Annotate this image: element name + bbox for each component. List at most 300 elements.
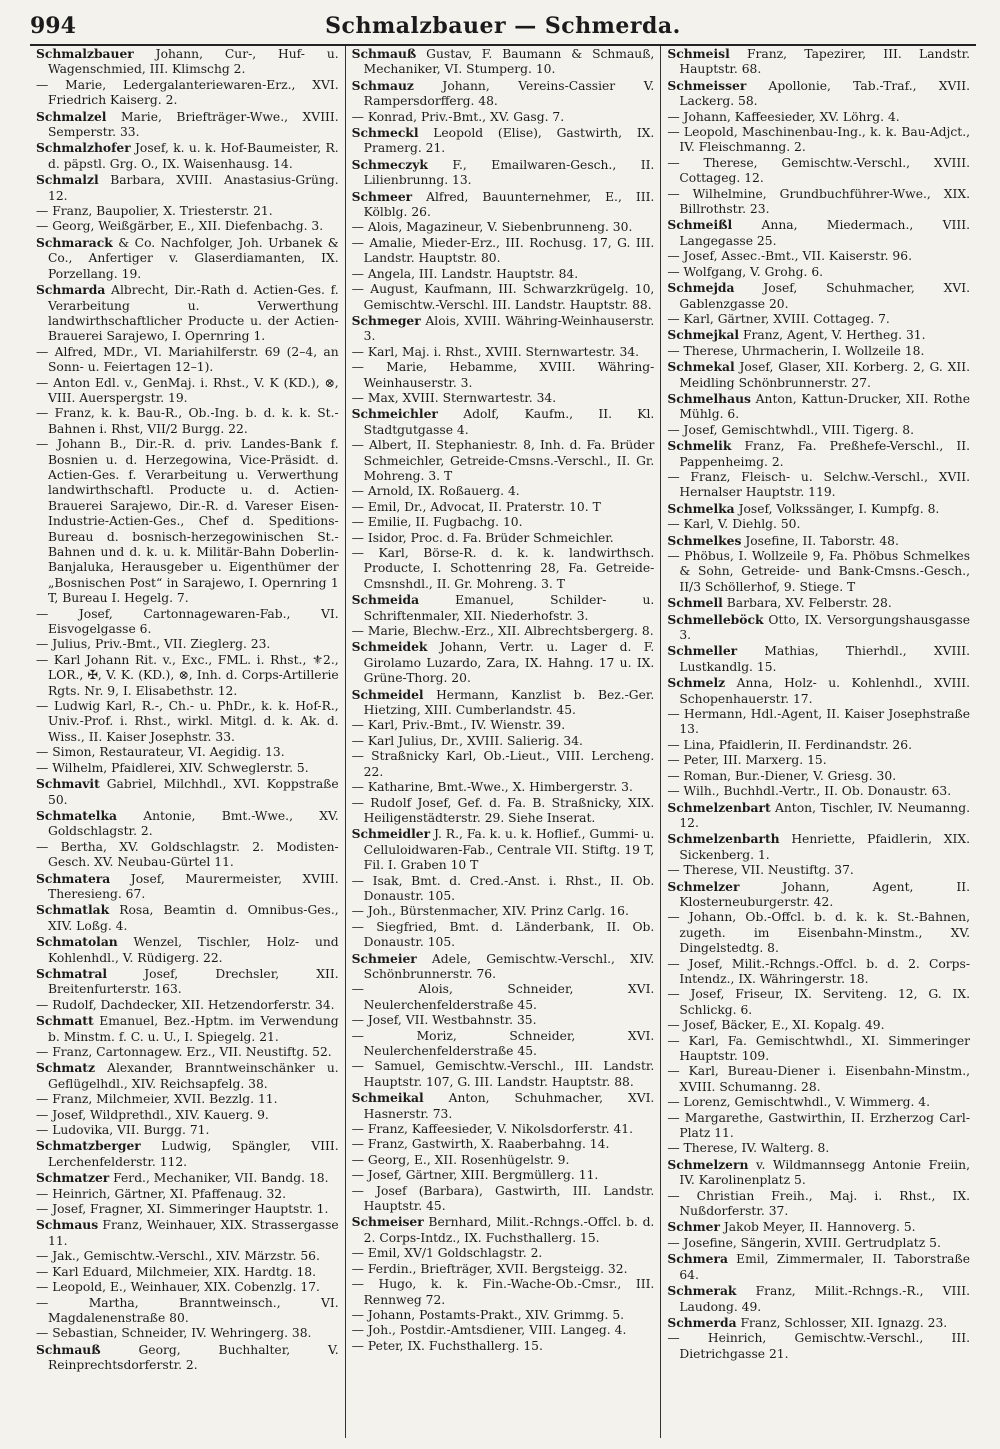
directory-entry [36,1217,339,1249]
directory-entry [36,761,339,776]
entry-surname: Schmeichler [351,406,438,422]
directory-entry [352,46,655,78]
directory-entry [667,549,970,595]
entry-details: Josef, Volkssänger, I. Kumpfg. 8. [734,501,940,516]
entry-surname: Schmelleböck [667,611,764,627]
entry-details: Anton, Kattun-Drucker, XII. Rothe Mühlg. 6. [679,391,971,422]
directory-entry [36,607,339,638]
entry-details: Emanuel, Schilder- u. Schriftenmaler, XII. Niederhofstr. 3. [363,593,655,623]
entry-surname: Schmelik [667,438,732,454]
directory-entry [667,1064,970,1095]
entry-surname: Schmalzbauer [36,46,134,61]
entry-details: Johann, Agent, II. Klosterneuburgerstr. 42. [679,879,971,909]
directory-entry [352,391,655,406]
entry-details: Apollonie, Tab.-Traf., XVII. Lackerg. 58. [679,78,971,109]
entry-surname: Schmell [667,595,723,611]
entry-surname: Schmeczyk [351,156,428,172]
entry-details: — Konrad, Priv.-Bmt., XV. Gasg. 7. [351,109,565,124]
entry-details: — Josef, Milit.-Rchngs.-Offcl. b. d. 2. Corps-Intendz., IX. Währingerstr. 18. [667,956,971,986]
entry-details: Adolf, Kaufm., II. Kl. Stadtgutgasse 4. [363,407,655,437]
entry-details: — Marie, Hebamme, XVIII. Währing-Weinhauserstr. 3. [351,360,655,390]
directory-entry [352,406,655,438]
entry-details: — Marie, Blechw.-Erz., XII. Albrechtsbergerg. 8. [351,624,654,639]
directory-entry [667,187,970,218]
entry-details: Rosa, Beamtin d. Omnibus-Ges., XIV. Loßg. 4. [48,903,339,933]
entry-surname: Schmer [667,1219,720,1235]
entry-details: — Karl, Börse-R. d. k. k. landwirthsch. Producte, I. Schottenring 28, Fa. Getreide-Cmsnshdl., II. Gr. Mohreng. 3. T [351,546,655,591]
entry-details: — Georg, E., XII. Rosenhügelstr. 9. [351,1152,570,1167]
entry-details: Josef, Drechsler, XII. Breitenfurterstr. 163. [48,966,339,997]
entry-surname: Schmelhaus [667,390,751,406]
entry-surname: Schmalzhofer [36,140,131,156]
entry-details: Henriette, Pfaidlerin, XIX. Sickenberg. 1. [679,832,971,862]
entry-details: — Alois, Magazineur, V. Siebenbrunneng. 30. [351,220,633,235]
directory-entry [36,1123,339,1138]
entry-details: — Karl, Fa. Gemischtwhdl., XI. Simmeringer Hauptstr. 109. [667,1033,971,1063]
page-title: Schmalzbauer — Schmerda. [325,13,681,39]
entry-details: — Katharine, Bmt.-Wwe., X. Himbergerstr. 3. [351,780,633,795]
entry-details: Ferd., Mechaniker, VII. Bandg. 18. [109,1171,329,1186]
entry-details: — Isidor, Proc. d. Fa. Brüder Schmeichler. [351,530,614,545]
entry-details: Barbara, XVIII. Anastasius-Grüng. 12. [48,173,339,203]
page-header [30,10,976,42]
entry-details: — Josef, Assec.-Bmt., VII. Kaiserstr. 96. [667,249,912,264]
entry-details: — Johann, Ob.-Offcl. b. d. k. k. St.-Bahnen, zugeth. im Eisenbahn-Minstm., XV. Dingelstedtg. 8. [667,910,971,956]
entry-details: — Moriz, Schneider, XVI. Neulerchenfelderstraße 45. [351,1028,655,1058]
directory-entry [667,707,970,738]
directory-entry [352,345,655,360]
entry-surname: Schmelz [667,675,726,691]
entry-details: — Josef, Wildprethdl., XIV. Kauerg. 9. [36,1107,269,1122]
entry-surname: Schmejda [667,280,735,296]
entry-details: — Georg, Weißgärber, E., XII. Diefenbachg. 3. [36,219,324,234]
directory-entry [36,1013,339,1045]
entry-details: — Wilhelm, Pfaidlerei, XIV. Schweglerstr. 5. [36,760,309,775]
directory-entry [36,235,339,282]
directory-entry [36,902,339,934]
entry-details: — Christian Freih., Maj. i. Rhst., IX. Nußdorferstr. 37. [667,1188,971,1219]
entry-surname: Schmatera [36,870,111,886]
directory-entry [667,957,970,988]
column-2 [345,46,661,1438]
entry-details: — Karl, Bureau-Diener i. Eisenbahn-Minstm., XVIII. Schumanng. 28. [667,1064,971,1094]
directory-entry [667,1111,970,1142]
entry-details: — Simon, Restaurateur, VI. Aegidig. 13. [36,745,285,760]
entry-details: Albrecht, Dir.-Rath d. Actien-Ges. f. Verarbeitung u. Verwerthung landwirthschaftlicher Producte u. der Actien-Brauerei Sarajewo, I. Opernring 1. [48,283,339,344]
entry-surname: Schmatral [36,965,108,981]
directory-entry [36,1296,339,1327]
entry-details: — Straßnicky Karl, Ob.-Lieut., VIII. Lercheng. 22. [351,749,655,779]
directory-entry [667,1251,970,1283]
columns [30,46,976,1438]
entry-details: — Josef, Gärtner, XIII. Bergmüllerg. 11. [351,1168,599,1183]
directory-entry [352,220,655,235]
entry-details: — Joh., Postdir.-Amtsdiener, VIII. Langeg. 4. [351,1323,627,1338]
entry-details: Josef, Maurermeister, XVIII. Theresieng. 67. [48,871,339,901]
entry-details: — Franz, Milchmeier, XVII. Bezzlg. 11. [36,1092,278,1107]
entry-details: Johann, Cur-, Huf- u. Wagenschmied, III. Klimschg 2. [48,47,339,77]
directory-entry [352,282,655,313]
entry-details: Johann, Vertr. u. Lager d. F. Girolamo Luzardo, Zara, IX. Hahng. 17 u. IX. Grüne-Thorg. 20. [363,640,655,686]
directory-entry [36,1187,339,1202]
directory-entry [36,1280,339,1295]
directory-entry [352,438,655,484]
directory-entry [352,157,655,189]
directory-entry [352,639,655,686]
entry-surname: Schmalzl [36,172,99,188]
directory-entry [36,808,339,840]
directory-entry [352,796,655,827]
entry-surname: Schmatzberger [36,1138,141,1154]
directory-entry [36,1138,339,1170]
entry-details: — August, Kaufmann, III. Schwarzkrügelg. 10, Gemischtw.-Verschl. III. Landstr. Hauptstr. 88. [351,282,655,312]
directory-entry [352,1308,655,1323]
entry-details: — Franz, Gastwirth, X. Raaberbahng. 14. [351,1137,610,1152]
directory-entry [36,282,339,345]
directory-entry [352,515,655,530]
entry-details: — Karl Eduard, Milchmeier, XIX. Hardtg. 18. [36,1264,317,1279]
entry-surname: Schmatolan [36,934,118,950]
directory-entry [36,699,339,745]
entry-details: Josef, Schuhmacher, XVI. Gablenzgasse 20. [679,281,971,311]
directory-entry [667,910,970,956]
entry-surname: Schmeer [351,188,413,204]
entry-details: — Lorenz, Gemischtwhdl., V. Wimmerg. 4. [667,1095,931,1110]
entry-details: — Karl, Priv.-Bmt., IV. Wienstr. 39. [351,718,566,733]
directory-entry [667,831,970,863]
directory-entry [352,236,655,267]
entry-details: Franz, Tapezirer, III. Landstr. Hauptstr. 68. [679,47,971,77]
entry-surname: Schmauz [351,77,414,93]
directory-entry [36,345,339,376]
directory-entry [352,780,655,795]
entry-surname: Schmeikal [351,1090,424,1106]
directory-entry [352,546,655,592]
directory-entry [667,344,970,359]
entry-details: — Ludovika, VII. Burgg. 71. [36,1123,210,1138]
entry-details: — Leopold, Maschinenbau-Ing., k. k. Bau-Adjct., IV. Fleischmanng. 2. [667,125,971,155]
entry-details: Franz, Weinhauer, XIX. Strassergasse 11. [48,1218,339,1248]
directory-entry [352,1029,655,1060]
entry-details: — Phöbus, I. Wollzeile 9, Fa. Phöbus Schmelkes & Sohn, Getreide- und Bank-Cmsns.-Gesch., II/3 Schöllerhof, 9. Stiege. T [667,549,971,594]
entry-details: Marie, Briefträger-Wwe., XVIII. Semperstr. 33. [48,109,339,140]
entry-details: Anna, Miedermach., VIII. Langegasse 25. [679,218,971,248]
entry-details: — Samuel, Gemischtw.-Verschl., III. Landstr. Hauptstr. 107, G. III. Landstr. Hauptstr. 88. [351,1059,655,1089]
entry-details: Alfred, Bauunternehmer, E., III. Kölblg. 26. [363,189,655,220]
entry-surname: Schmerda [667,1314,737,1330]
entry-details: Anna, Holz- u. Kohlenhdl., XVIII. Schopenhauerstr. 17. [679,676,971,706]
directory-entry [667,595,970,611]
directory-entry [667,470,970,501]
entry-details: Josef, Glaser, XII. Korberg. 2, G. XII. Meidling Schönbrunnerstr. 27. [679,360,971,390]
directory-entry [667,769,970,784]
entry-details: — Franz, Cartonnagew. Erz., VII. Neustiftg. 52. [36,1045,332,1059]
directory-entry [352,1262,655,1277]
entry-details: — Rudolf, Dachdecker, XII. Hetzendorferstr. 34. [36,997,335,1012]
entry-surname: Schmatelka [36,807,117,823]
directory-entry [667,1315,970,1331]
entry-details: Jakob Meyer, II. Hannoverg. 5. [719,1220,916,1235]
directory-entry [352,1339,655,1354]
entry-details: — Therese, Uhrmacherin, I. Wollzeile 18. [667,343,925,358]
entry-details: — Wilhelmine, Grundbuchführer-Wwe., XIX. Billrothstr. 23. [667,186,971,217]
entry-details: Gustav, F. Baumann & Schmauß, Mechaniker, VI. Stumperg. 10. [363,47,655,77]
directory-entry [36,46,339,78]
entry-surname: Schmarda [36,282,106,298]
directory-entry [36,934,339,966]
entry-surname: Schmelzenbart [667,799,771,815]
directory-entry [352,1214,655,1246]
entry-details: — Martha, Branntweinsch., VI. Magdalenenstraße 80. [36,1295,339,1325]
directory-entry [36,1249,339,1264]
directory-entry [667,612,970,644]
directory-entry [36,1342,339,1374]
entry-details: — Max, XVIII. Sternwartestr. 34. [351,390,557,405]
directory-entry [667,738,970,753]
directory-entry [667,517,970,532]
directory-entry [352,749,655,780]
entry-details: — Amalie, Mieder-Erz., III. Rochusg. 17, G. III. Landstr. Hauptstr. 80. [351,235,655,266]
directory-entry [352,874,655,905]
entry-details: Emanuel, Bez.-Hptm. im Verwendung b. Minstm. f. C. u. U., I. Spiegelg. 21. [48,1014,339,1044]
directory-entry [352,687,655,719]
directory-entry [352,1122,655,1137]
entry-details: — Therese, VII. Neustiftg. 37. [667,863,854,878]
entry-details: — Karl, Gärtner, XVIII. Cottageg. 7. [667,311,890,326]
entry-details: — Heinrich, Gemischtw.-Verschl., III. Dietrichgasse 21. [667,1331,971,1361]
directory-entry [36,376,339,407]
column-3 [660,46,976,1438]
directory-entry [352,1246,655,1261]
entry-surname: Schmatlak [36,902,110,918]
directory-entry [352,734,655,749]
entry-details: Anton, Schuhmacher, XVI. Hasnerstr. 73. [363,1091,655,1121]
entry-surname: Schmeidler [351,826,431,842]
directory-entry [36,745,339,760]
directory-entry [667,217,970,249]
entry-details: — Franz, Baupolier, X. Triesterstr. 21. [36,204,273,219]
entry-details: — Roman, Bur.-Diener, V. Griesg. 30. [667,768,897,783]
entry-details: — Karl, V. Diehlg. 50. [667,517,801,532]
directory-entry [36,78,339,109]
entry-details: — Julius, Priv.-Bmt., VII. Zieglerg. 23. [36,637,271,652]
directory-entry [352,267,655,282]
directory-entry [667,438,970,470]
entry-surname: Schmelzern [667,1156,749,1172]
entry-details: — Ferdin., Briefträger, XVII. Bergsteigg. 32. [351,1261,628,1276]
entry-surname: Schmavit [36,776,100,792]
entry-surname: Schmeidel [351,686,424,702]
entry-details: Barbara, XV. Felberstr. 28. [722,596,892,611]
directory-entry [36,1092,339,1107]
directory-entry [36,966,339,998]
entry-details: Franz, Fa. Preßhefe-Verschl., II. Pappenheimg. 2. [679,439,971,469]
entry-details: — Marie, Ledergalanteriewaren-Erz., XVI. Friedrich Kaiserg. 2. [36,77,339,108]
directory-entry [36,998,339,1013]
entry-details: — Josef, Gemischtwhdl., VIII. Tigerg. 8. [667,422,914,437]
entry-surname: Schmelkes [667,532,742,548]
entry-details: — Wolfgang, V. Grohg. 6. [667,264,824,279]
directory-entry [667,863,970,878]
directory-entry [352,982,655,1013]
entry-details: — Franz, Fleisch- u. Selchw.-Verschl., XVII. Hernalser Hauptstr. 119. [667,469,971,500]
entry-details: — Ludwig Karl, R.-, Ch.- u. PhDr., k. k. Hof-R., Univ.-Prof. i. Rhst., wirkl. Mitgl. d. k. Ak. d. Wiss., II. Kaiser Josephstr. 33. [36,699,339,744]
directory-entry [667,501,970,517]
entry-details: Alois, XVIII. Währing-Weinhauserstr. 3. [363,313,655,344]
directory-entry [352,1137,655,1152]
entry-surname: Schmelka [667,500,735,516]
directory-entry [36,437,339,606]
entry-details: — Karl, Maj. i. Rhst., XVIII. Sternwartestr. 34. [351,344,640,359]
directory-entry [667,46,970,78]
directory-entry [667,1141,970,1156]
entry-surname: Schmatzer [36,1170,110,1186]
directory-entry [36,172,339,204]
entry-surname: Schmeisl [667,46,730,61]
entry-details: Adele, Gemischtw.-Verschl., XIV. Schönbrunnerstr. 76. [363,951,655,981]
entry-details: Mathias, Thierhdl., XVIII. Lustkandlg. 15. [679,644,971,674]
directory-entry [667,327,970,343]
directory-entry [352,718,655,733]
directory-entry [352,624,655,639]
directory-entry [667,1283,970,1315]
directory-entry [36,109,339,141]
entry-details: — Peter, III. Marxerg. 15. [667,753,827,768]
entry-surname: Schmaus [36,1217,99,1233]
entry-details: — Joh., Bürstenmacher, XIV. Prinz Carlg. 16. [351,904,629,919]
entry-details: F., Emailwaren-Gesch., II. Lilienbrunng. 13. [363,157,655,188]
directory-entry [352,189,655,221]
entry-surname: Schmejkal [667,327,740,343]
entry-details: Josefine, II. Taborstr. 48. [741,533,899,548]
entry-details: — Lina, Pfaidlerin, II. Ferdinandstr. 26. [667,737,912,752]
directory-entry [36,1045,339,1060]
entry-details: — Johann, Kaffeesieder, XV. Löhrg. 4. [667,109,900,124]
entry-details: — Josef, Friseur, IX. Serviteng. 12, G. IX. Schlickg. 6. [667,987,971,1017]
directory-entry [667,987,970,1018]
entry-details: — Josef, Fragner, XI. Simmeringer Hauptstr. 1. [36,1202,329,1217]
entry-details: — Johann, Postamts-Prakt., XIV. Grimmg. 5. [351,1307,625,1322]
directory-entry [667,78,970,110]
entry-surname: Schmeckl [351,125,419,141]
directory-entry [352,125,655,157]
entry-details: — Franz, Kaffeesieder, V. Nikolsdorferstr. 41. [351,1122,634,1137]
directory-entry [667,265,970,280]
entry-details: — Josefine, Sängerin, XVIII. Gertrudplatz 5. [667,1235,941,1250]
directory-entry [352,1168,655,1183]
directory-entry [667,359,970,391]
entry-surname: Schmeidek [351,639,428,655]
entry-details: — Alfred, MDr., VI. Mariahilferstr. 69 (2–4, an Sonn- u. Feiertagen 12–1). [36,344,339,375]
entry-details: — Emil, XV/1 Goldschlagstr. 2. [351,1246,543,1261]
directory-entry [667,423,970,438]
directory-entry [36,1060,339,1092]
entry-details: — Hermann, Hdl.-Agent, II. Kaiser Josephstraße 13. [667,707,971,737]
page-number: 994 [30,13,76,39]
entry-details: Franz, Schlosser, XII. Ignazg. 23. [736,1315,948,1330]
directory-entry [667,125,970,156]
directory-entry [352,592,655,624]
entry-details: — Arnold, IX. Roßauerg. 4. [351,484,520,499]
entry-details: Franz, Agent, V. Hertheg. 31. [739,328,926,343]
directory-entry [667,1018,970,1033]
entry-details: Emil, Zimmermaler, II. Taborstraße 64. [679,1252,971,1282]
directory-entry [667,1189,970,1220]
entry-surname: Schmelzer [667,878,740,894]
directory-entry [36,1202,339,1217]
directory-entry [36,204,339,219]
directory-entry [352,1323,655,1338]
entry-details: — Rudolf Josef, Gef. d. Fa. B. Straßnicky, XIX. Heiligenstädterstr. 29. Siehe Inserat. [351,795,655,825]
entry-details: — Wilh., Buchhdl.-Vertr., II. Ob. Donaustr. 63. [667,784,952,799]
entry-details: Anton, Tischler, IV. Neumanng. 12. [679,800,971,830]
directory-entry [36,1326,339,1341]
entry-details: — Peter, IX. Fuchsthallerg. 15. [351,1338,543,1353]
entry-details: — Jak., Gemischtw.-Verschl., XIV. Märzstr. 56. [36,1249,320,1264]
entry-details: — Emilie, II. Fugbachg. 10. [351,515,523,530]
directory-entry [352,1153,655,1168]
entry-details: — Karl Johann Rit. v., Exc., FML. i. Rhst., ⚜2., LOR., ✠, V. K. (KD.), ⊗, Inh. d. Corps-Artillerie Rgts. Nr. 9, I. Elisabethstr. 12. [36,652,339,698]
directory-entry [36,1108,339,1123]
entry-details: — Johann B., Dir.-R. d. priv. Landes-Bank f. Bosnien u. d. Herzegowina, Vice-Präsidt. d. Actien-Ges. f. Verarbeitung u. Verwerthung landwirthschaftl. Producte u. d. Actien-Brauerei Sarajewo, Dir.-R. d. Vareser Eisen-Industrie-Actien-Ges., Chef d. Speditions-Bureau d. bosnisch-herzegowinischen St.-Bahnen und d. k. u. k. Militär-Bahn Doberlin-Banjaluka, Herausgeber u. Eigenthümer der „Bosnischen Post“ in Sarajewo, I. Opernring 1 T, Bureau I. Hegelg. 7. [36,437,339,606]
entry-details: Alexander, Branntweinschänker u. Geflügelhdl., XIV. Reichsapfelg. 38. [48,1061,339,1091]
directory-entry [667,753,970,768]
entry-details: — Therese, Gemischtw.-Verschl., XVIII. Cottageg. 12. [667,155,971,186]
directory-entry [667,156,970,187]
entry-details: — Alois, Schneider, XVI. Neulerchenfelderstraße 45. [351,982,655,1012]
directory-entry [352,1277,655,1308]
directory-entry [667,391,970,423]
entry-surname: Schmeiser [351,1214,424,1230]
entry-surname: Schmeisser [667,77,747,93]
entry-details: — Emil, Dr., Advocat, II. Praterstr. 10. T [351,499,601,514]
directory-entry [667,643,970,675]
entry-details: — Karl Julius, Dr., XVIII. Salierig. 34. [351,733,583,748]
entry-surname: Schmerak [667,1283,737,1299]
directory-entry [352,110,655,125]
entry-details: — Therese, IV. Walterg. 8. [667,1141,830,1156]
entry-details: — Heinrich, Gärtner, XI. Pfaffenaug. 32. [36,1186,287,1201]
directory-entry [667,1236,970,1251]
directory-entry [667,675,970,707]
directory-entry [36,1265,339,1280]
entry-surname: Schmera [667,1251,728,1267]
entry-details: — Josef (Barbara), Gastwirth, III. Landstr. Hauptstr. 45. [351,1183,655,1214]
directory-entry [36,776,339,808]
entry-details: Georg, Buchhalter, V. Reinprechtsdorferstr. 2. [48,1342,339,1373]
directory-entry [667,784,970,799]
entry-details: — Franz, k. k. Bau-R., Ob.-Ing. b. d. k. k. St.-Bahnen i. Rhst, VII/2 Burgg. 22. [36,406,339,436]
directory-entry [352,500,655,515]
directory-entry [352,484,655,499]
directory-entry [352,920,655,951]
entry-details: & Co. Nachfolger, Joh. Urbanek & Co., Anfertiger v. Glaserdiamanten, IX. Porzellang. 19. [48,235,339,281]
directory-entry [36,840,339,871]
directory-entry [352,1090,655,1122]
directory-entry [36,637,339,652]
entry-details: Johann, Vereins-Cassier V. Rampersdorfferg. 48. [363,78,655,109]
directory-entry [36,140,339,172]
entry-surname: Schmekal [667,359,735,375]
entry-surname: Schmeller [667,643,738,659]
entry-details: — Anton Edl. v., GenMaj. i. Rhst., V. K (KD.), ⊗, VIII. Auerspergstr. 19. [36,375,339,405]
directory-entry [667,1219,970,1235]
directory-entry [352,1059,655,1090]
entry-surname: Schmauß [36,1341,101,1357]
directory-entry [667,1157,970,1189]
directory-entry [667,800,970,832]
entry-details: — Hugo, k. k. Fin.-Wache-Ob.-Cmsr., III. Rennweg 72. [351,1277,655,1307]
